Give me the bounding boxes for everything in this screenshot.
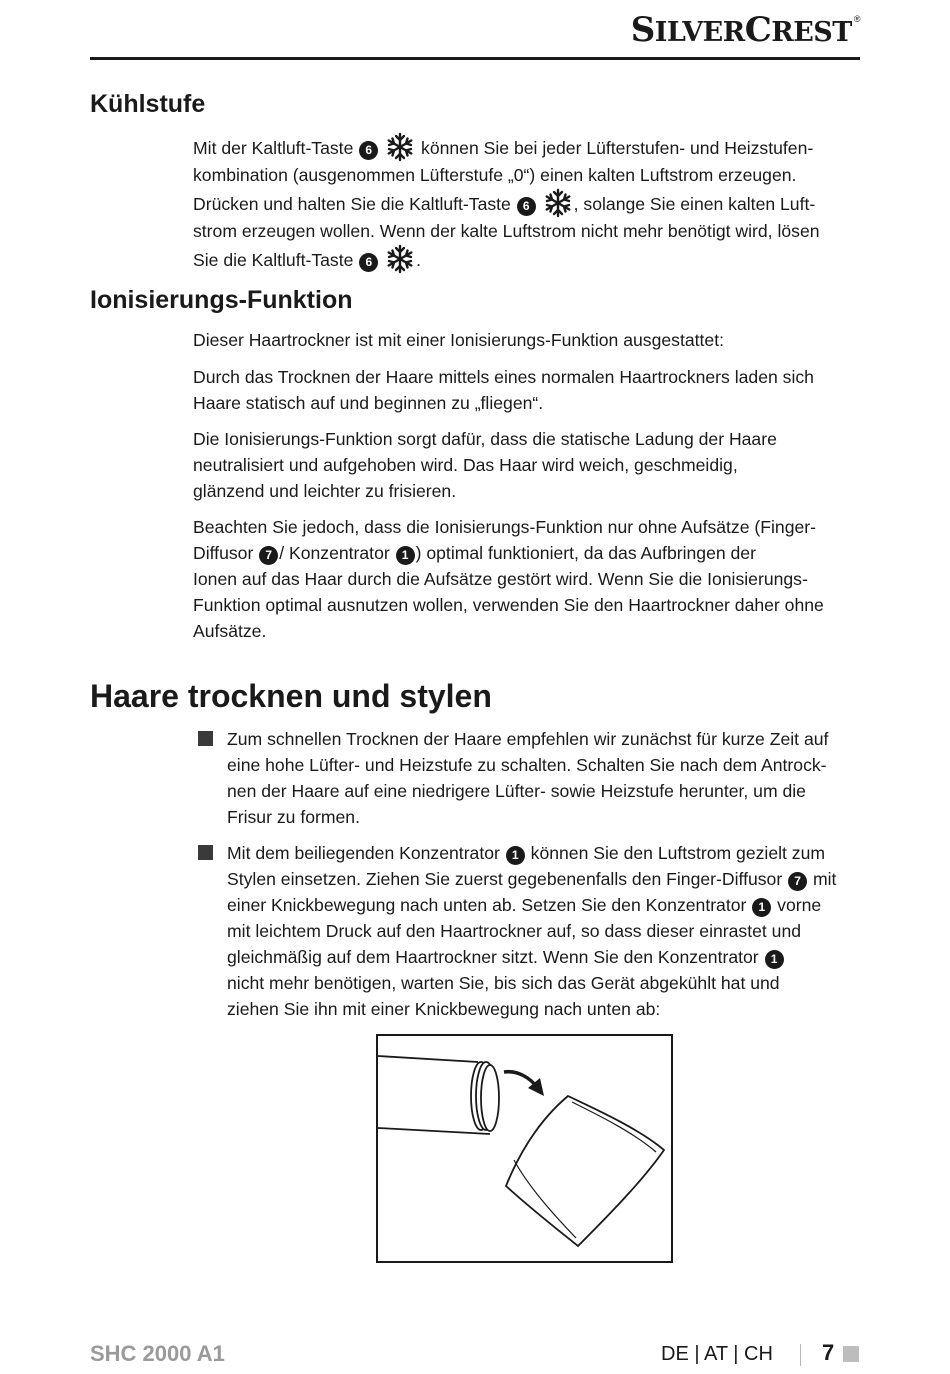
footer-marker <box>843 1346 859 1362</box>
footer-languages: DE | AT | CH <box>661 1343 773 1365</box>
heading-kuehlstufe: Kühlstufe <box>90 90 206 118</box>
footer-separator <box>800 1344 801 1366</box>
illustration-remove-concentrator <box>376 1034 673 1263</box>
paragraph-ionisierung-3: Die Ionisierungs-Funktion sorgt dafür, dass die statische Ladung der Haare neutralisiert und aufgehoben wird. Das Haar wird weich, geschmeidig, glänzend und leichter zu frisieren. <box>193 429 777 501</box>
snowflake-icon <box>385 132 415 162</box>
bullet-item-2: Mit dem beiliegenden Konzentrator 1 können Sie den Luftstrom gezielt zum Stylen einsetzen. Ziehen Sie zuerst gegebenenfalls den Finger-Diffusor 7 mit einer Knickbewegung nach unten ab. Setzen Sie den Konzentrator 1 vorne mit leichtem Druck auf den Haartrockner auf, so dass dieser einrastet und gleichmäßig auf dem Haartrockner sitzt. Wenn Sie den Konzentrator 1 nicht mehr benötigen, warten Sie, bis sich das Gerät abgekühlt hat und ziehen Sie ihn mit einer Knickbewegung nach unten ab: <box>227 843 837 1019</box>
header-rule <box>90 57 860 60</box>
bullet-marker <box>198 731 213 746</box>
number-badge: 7 <box>259 546 278 565</box>
footer-model-number: SHC 2000 A1 <box>90 1341 225 1366</box>
number-badge: 1 <box>765 950 784 969</box>
number-badge: 1 <box>396 546 415 565</box>
number-badge: 6 <box>359 253 378 272</box>
paragraph-kuehlstufe: Mit der Kaltluft-Taste 6 können Sie bei jeder Lüfterstufen- und Heizstufen- kombination (ausgenommen Lüfterstufe „0“) einen kalten Luftstrom erzeugen. Drücken und halten Sie die Kaltluft-Taste 6 , solange Sie einen kalten Luft- strom erzeugen wollen. Wenn der kalte Luftstrom nicht mehr benötigt wird, lösen Sie die Kaltluft-Taste 6 . <box>193 132 863 274</box>
number-badge: 7 <box>788 872 807 891</box>
paragraph-ionisierung-4: Beachten Sie jedoch, dass die Ionisierungs-Funktion nur ohne Aufsätze (Finger- Diffusor 7 / Konzentrator 1 ) optimal funktioniert, da das Aufbringen der Ionen auf das Haar durch die Aufsätze gestört wird. Wenn Sie die Ionisierungs- Funktion optimal ausnutzen wollen, verwenden Sie den Haartrockner daher ohne Aufsätze. <box>193 517 824 641</box>
number-badge: 6 <box>359 141 378 160</box>
snowflake-icon <box>385 244 415 274</box>
paragraph-ionisierung-2: Durch das Trocknen der Haare mittels eines normalen Haartrockners laden sich Haare statisch auf und beginnen zu „fliegen“. <box>193 367 814 413</box>
bullet-marker <box>198 845 213 860</box>
bullet-item-1: Zum schnellen Trocknen der Haare empfehlen wir zunächst für kurze Zeit auf eine hohe Lüfter- und Heizstufe zu schalten. Schalten Sie nach dem Antrock- nen der Haare auf eine niedrigere Lüfter- sowie Heizstufe herunter, um die Frisur zu formen. <box>227 729 829 827</box>
paragraph-ionisierung-1: Dieser Haartrockner ist mit einer Ionisierungs-Funktion ausgestattet: <box>193 330 724 350</box>
heading-haare-trocknen: Haare trocknen und stylen <box>90 678 492 714</box>
number-badge: 1 <box>752 898 771 917</box>
number-badge: 1 <box>506 846 525 865</box>
number-badge: 6 <box>517 197 536 216</box>
brand-logo: SILVERCREST ® <box>630 10 860 50</box>
snowflake-icon <box>543 188 573 218</box>
heading-ionisierung: Ionisierungs-Funktion <box>90 286 353 314</box>
hairdryer-concentrator-drawing <box>378 1036 671 1261</box>
page-number: 7 <box>822 1340 835 1365</box>
